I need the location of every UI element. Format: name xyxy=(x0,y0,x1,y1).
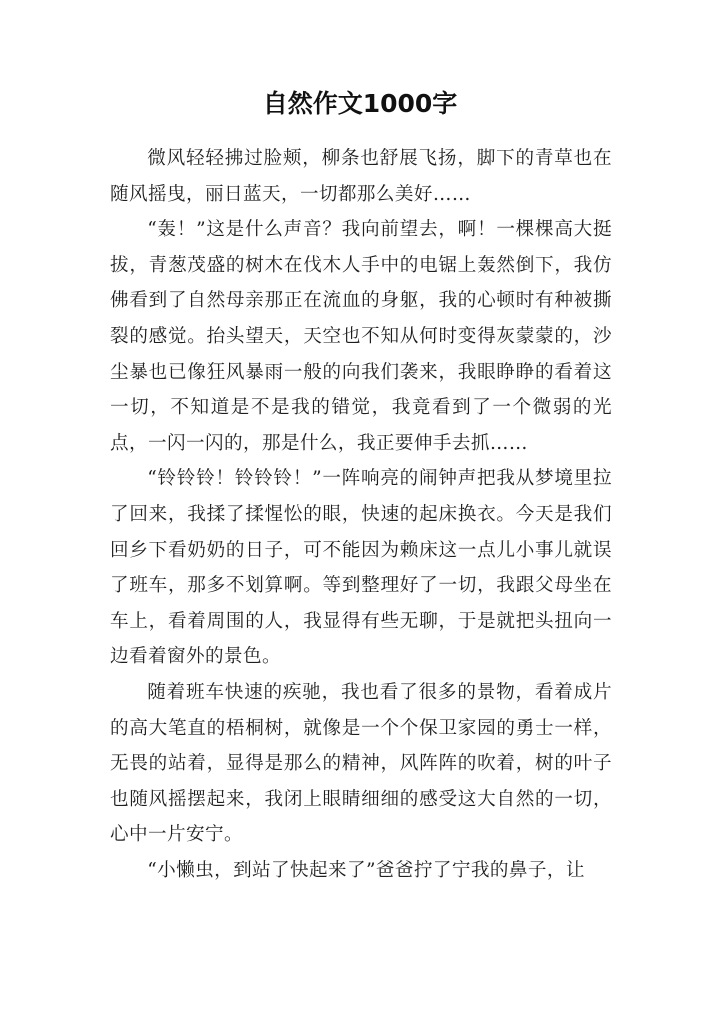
paragraph: 随着班车快速的疾驰，我也看了很多的景物，看着成片的高大笔直的梧桐树，就像是一个个保卫家园的勇士一样，无畏的站着，显得是那么的精神，风阵阵的吹着，树的叶子也随风摇摆起来，我闭上眼睛细细的感受这大自然的一切，心中一片安宁。 xyxy=(110,681,612,846)
document-title: 自然作文1000字 xyxy=(262,89,458,118)
paragraph: “轰！”这是什么声音？我向前望去，啊！一棵棵高大挺拔，青葱茂盛的树木在伐木人手中的电锯上轰然倒下，我仿佛看到了自然母亲那正在流血的身躯，我的心顿时有种被撕裂的感觉。抬头望天，天空也不知从何时变得灰蒙蒙的，沙尘暴也已像狂风暴雨一般的向我们袭来，我眼睁睁的看着这一切，不知道是不是我的错觉，我竟看到了一个微弱的光点，一闪一闪的，那是什么，我正要伸手去抓…… xyxy=(110,219,612,454)
paragraph: “小懒虫，到站了快起来了”爸爸拧了宁我的鼻子，让 xyxy=(147,859,585,881)
paragraph: 微风轻轻拂过脸颊，柳条也舒展飞扬，脚下的青草也在随风摇曳，丽日蓝天，一切都那么美好…… xyxy=(110,148,612,205)
paragraph: “铃铃铃！铃铃铃！”一阵响亮的闹钟声把我从梦境里拉了回来，我揉了揉惺忪的眼，快速的起床换衣。今天是我们回乡下看奶奶的日子，可不能因为赖床这一点儿小事儿就误了班车，那多不划算啊。等到整理好了一切，我跟父母坐在车上，看着周围的人，我显得有些无聊，于是就把头扭向一边看着窗外的景色。 xyxy=(110,468,612,668)
document-body xyxy=(110,141,612,888)
